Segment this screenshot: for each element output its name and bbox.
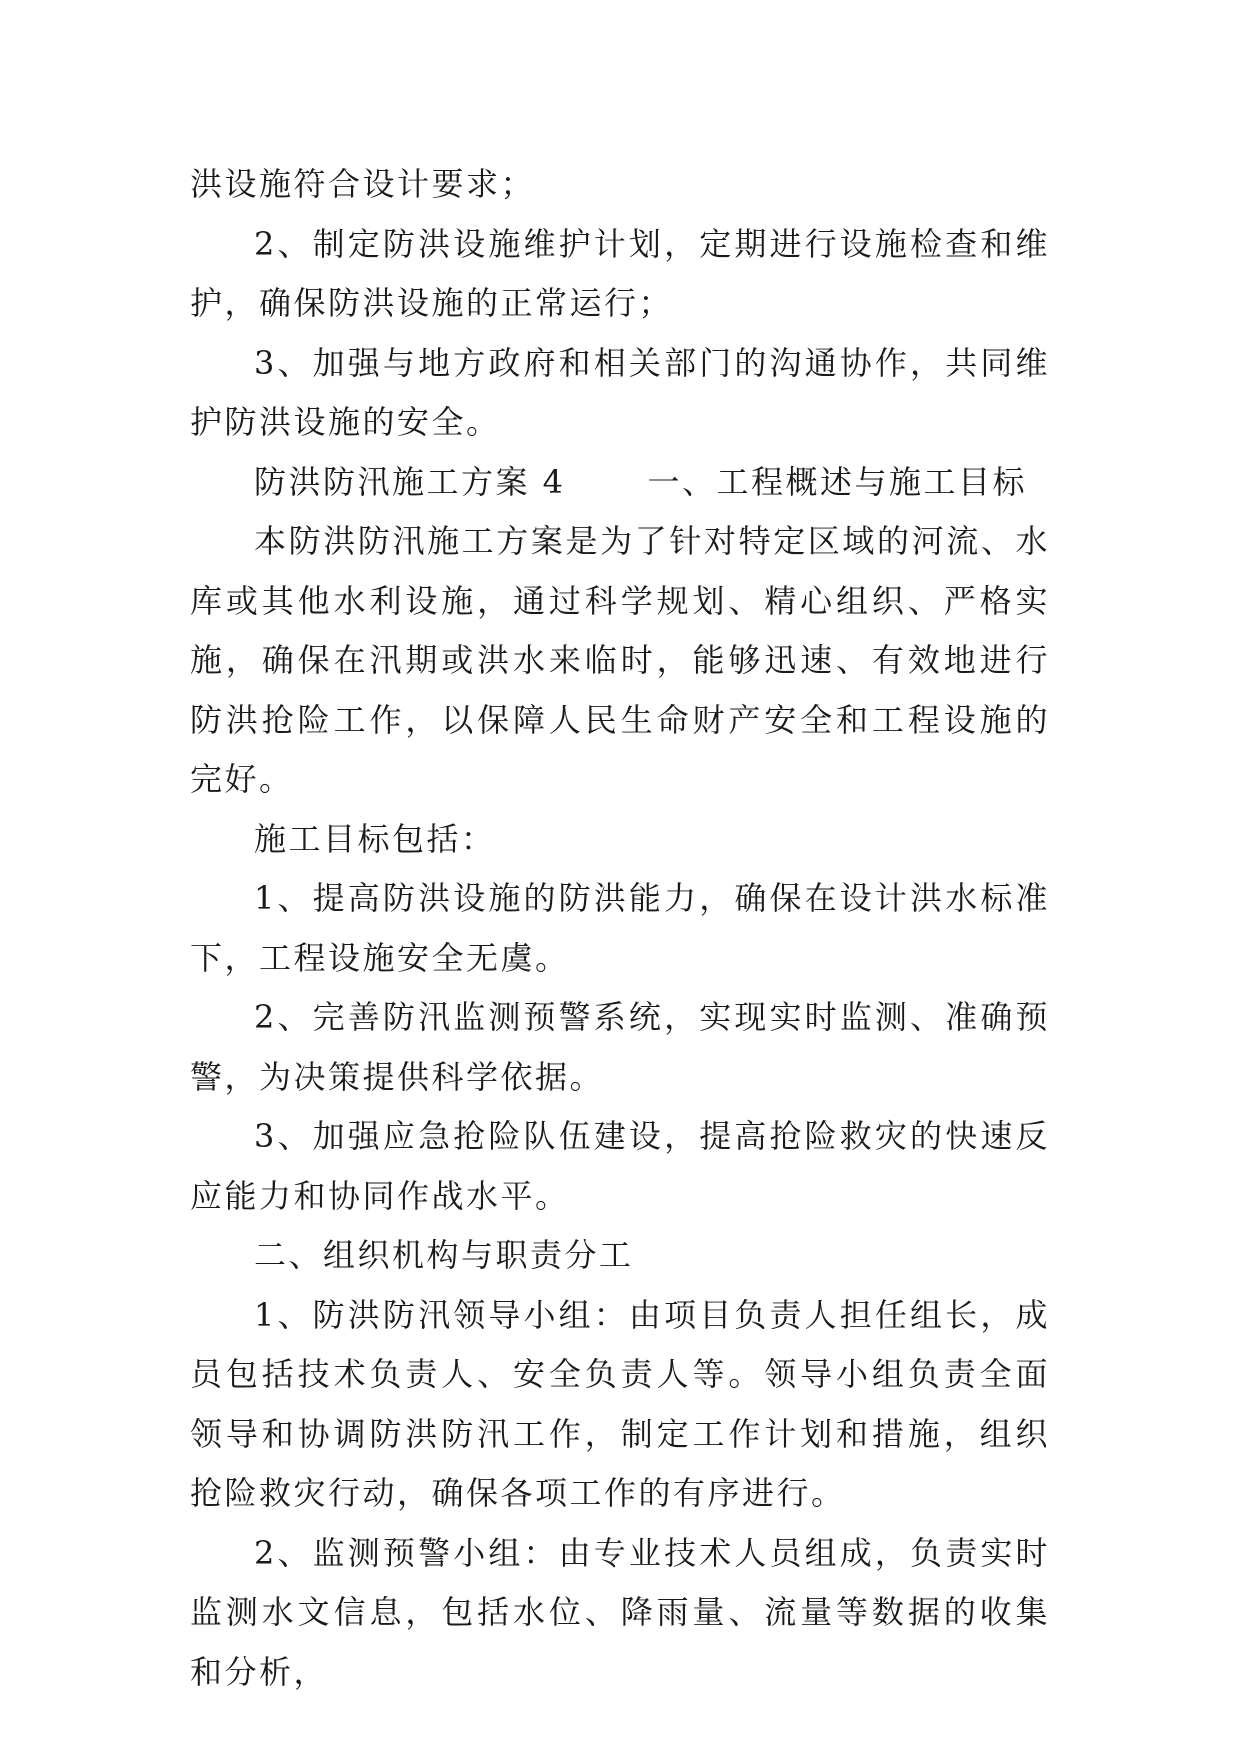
section-title: 防洪防汛施工方案 4 [254, 462, 566, 501]
document-body [190, 155, 1050, 1702]
paragraph-goals-intro: 施工目标包括： [254, 819, 496, 858]
paragraph-org-1: 1、防洪防汛领导小组：由项目负责人担任组长，成员包括技术负责人、安全负责人等。领导小组负责全面领导和协调防洪防汛工作，制定工作计划和措施，组织抢险救灾行动，确保各项工作的有序进行。 [190, 1295, 1050, 1512]
paragraph-item-3: 3、加强与地方政府和相关部门的沟通协作，共同维护防洪设施的安全。 [190, 343, 1050, 441]
paragraph-org-2: 2、监测预警小组：由专业技术人员组成，负责实时监测水文信息，包括水位、降雨量、流量等数据的收集和分析， [190, 1533, 1050, 1691]
paragraph-continuation: 洪设施符合设计要求； [190, 165, 536, 203]
paragraph-item-2: 2、制定防洪设施维护计划，定期进行设施检查和维护，确保防洪设施的正常运行； [190, 224, 1050, 322]
section-subtitle: 一、工程概述与施工目标 [647, 462, 1028, 501]
paragraph-goal-2: 2、完善防汛监测预警系统，实现实时监测、准确预警，为决策提供科学依据。 [190, 998, 1050, 1096]
paragraph-overview: 本防洪防汛施工方案是为了针对特定区域的河流、水库或其他水利设施，通过科学规划、精心组织、严格实施，确保在汛期或洪水来临时，能够迅速、有效地进行防洪抢险工作，以保障人民生命财产安全和工程设施的完好。 [190, 522, 1050, 798]
section-heading [190, 453, 1050, 513]
paragraph-goal-1: 1、提高防洪设施的防洪能力，确保在设计洪水标准下，工程设施安全无虞。 [190, 879, 1050, 977]
subheading-organization: 二、组织机构与职责分工 [254, 1236, 634, 1274]
paragraph-goal-3: 3、加强应急抢险队伍建设，提高抢险救灾的快速反应能力和协同作战水平。 [190, 1117, 1050, 1215]
